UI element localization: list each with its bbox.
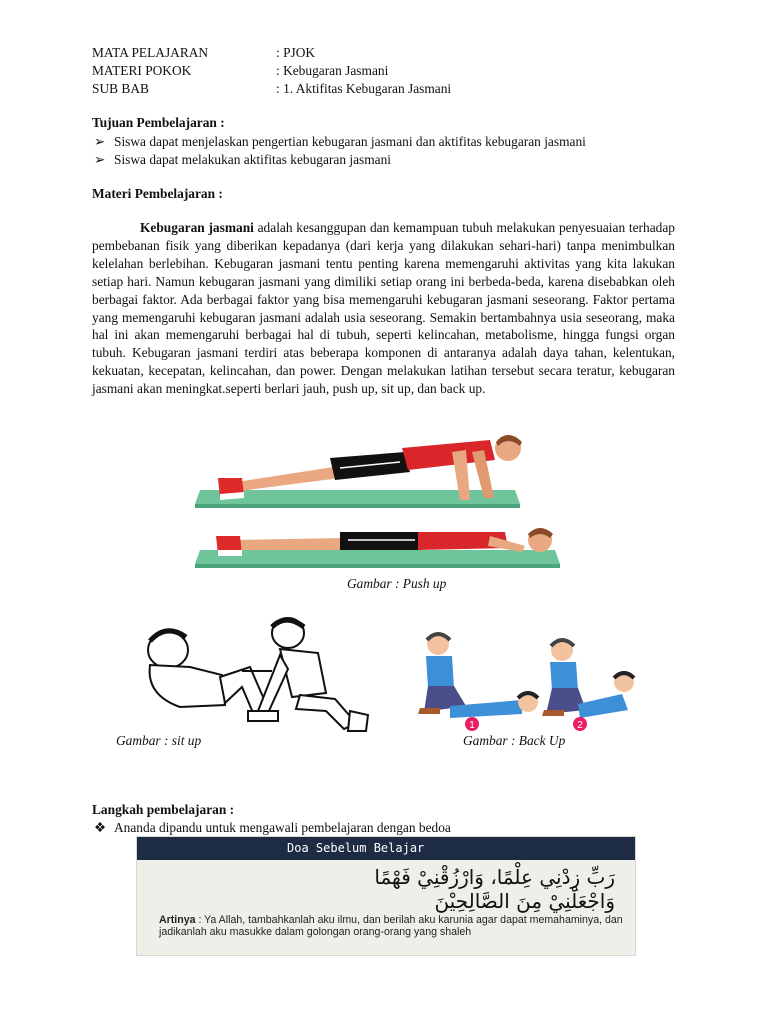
header-value: : Kebugaran Jasmani <box>276 63 389 78</box>
materi-term: Kebugaran jasmani <box>140 220 254 235</box>
arrow-bullet-icon: ➢ <box>94 134 106 149</box>
doa-arti-label: Artinya <box>159 914 196 926</box>
diamond-bullet-icon: ❖ <box>94 820 107 835</box>
header-key: SUB BAB <box>92 81 149 96</box>
header-key: MATERI POKOK <box>92 63 192 78</box>
backup-caption: Gambar : Back Up <box>463 733 566 748</box>
doa-arti-text: : Ya Allah, tambahkanlah aku ilmu, dan berilah aku karunia agar dapat memahaminya, dan jadikanlah aku masukke dalam golongan orang-orang yang shaleh <box>159 914 623 938</box>
situp-illustration <box>130 615 375 740</box>
doa-arabic-line-1: رَبِّ زِدْنِي عِلْمًا، وَارْزُقْنِيْ فَهْمًا <box>374 865 615 889</box>
tujuan-item-text: Siswa dapat menjelaskan pengertian kebugaran jasmani dan aktifitas kebugaran jasmani <box>114 134 586 149</box>
doa-arti <box>159 915 629 938</box>
backup-illustration <box>410 628 650 733</box>
doa-box <box>136 836 636 956</box>
header-value: : 1. Aktifitas Kebugaran Jasmani <box>276 81 452 96</box>
materi-heading: Materi Pembelajaran : <box>92 186 223 201</box>
pushup-caption: Gambar : Push up <box>347 576 447 591</box>
tujuan-item-text: Siswa dapat melakukan aktifitas kebugaran jasmani <box>114 152 392 167</box>
pushup-illustration <box>190 428 570 573</box>
header-value: : PJOK <box>276 45 316 60</box>
backup-step-2: 2 <box>577 720 583 731</box>
arrow-bullet-icon: ➢ <box>94 152 106 167</box>
langkah-heading: Langkah pembelajaran : <box>92 802 235 817</box>
materi-body: adalah kesanggupan dan kemampuan tubuh melakukan penyesuaian terhadap pembebanan fisik yang diberikan kepadanya (dari kerja yang dilakukan sehari-hari) tanpa menimbulkan kelelahan berlebihan. Kebugaran jasmani tentu penting karena memengaruhi aktivitas yang kita lakukan setiap hari. Namun kebugaran jasmani yang dimiliki setiap orang ini berbeda-beda, karena disebabkan oleh berbagai faktor. Ada berbagai faktor yang bisa memengaruhi kebugaran jasmani seseorang. Faktor pertama yang memengaruhi kebugaran jasmani adalah usia seseorang. Semakin bertambahnya usia seseorang, maka hal ini akan memengaruhi berbagai hal di tubuh, seperti kelincahan, metabolisme, hingga fungsi organ tubuh. Kebugaran jasmani terdiri atas beberapa komponen di antaranya adalah daya tahan, kelentukan, kekuatan, kecepatan, kelincahan, dan power. Dengan melakukan latihan tersebut secara teratur, kebugaran jasmani akan meningkat.seperti berlari jauh, push up, sit up, dan back up. <box>92 220 675 397</box>
materi-paragraph <box>92 219 675 398</box>
header-key: MATA PELAJARAN <box>92 45 209 60</box>
tujuan-heading: Tujuan Pembelajaran : <box>92 115 225 130</box>
situp-caption: Gambar : sit up <box>116 733 202 748</box>
backup-step-1: 1 <box>469 720 475 731</box>
langkah-item-text: Ananda dipandu untuk mengawali pembelajaran dengan bedoa <box>114 820 451 835</box>
doa-title: Doa Sebelum Belajar <box>137 837 635 860</box>
doa-arabic-line-2: وَاجْعَلْنِيْ مِنَ الصَّالِحِيْنَ <box>434 889 615 913</box>
